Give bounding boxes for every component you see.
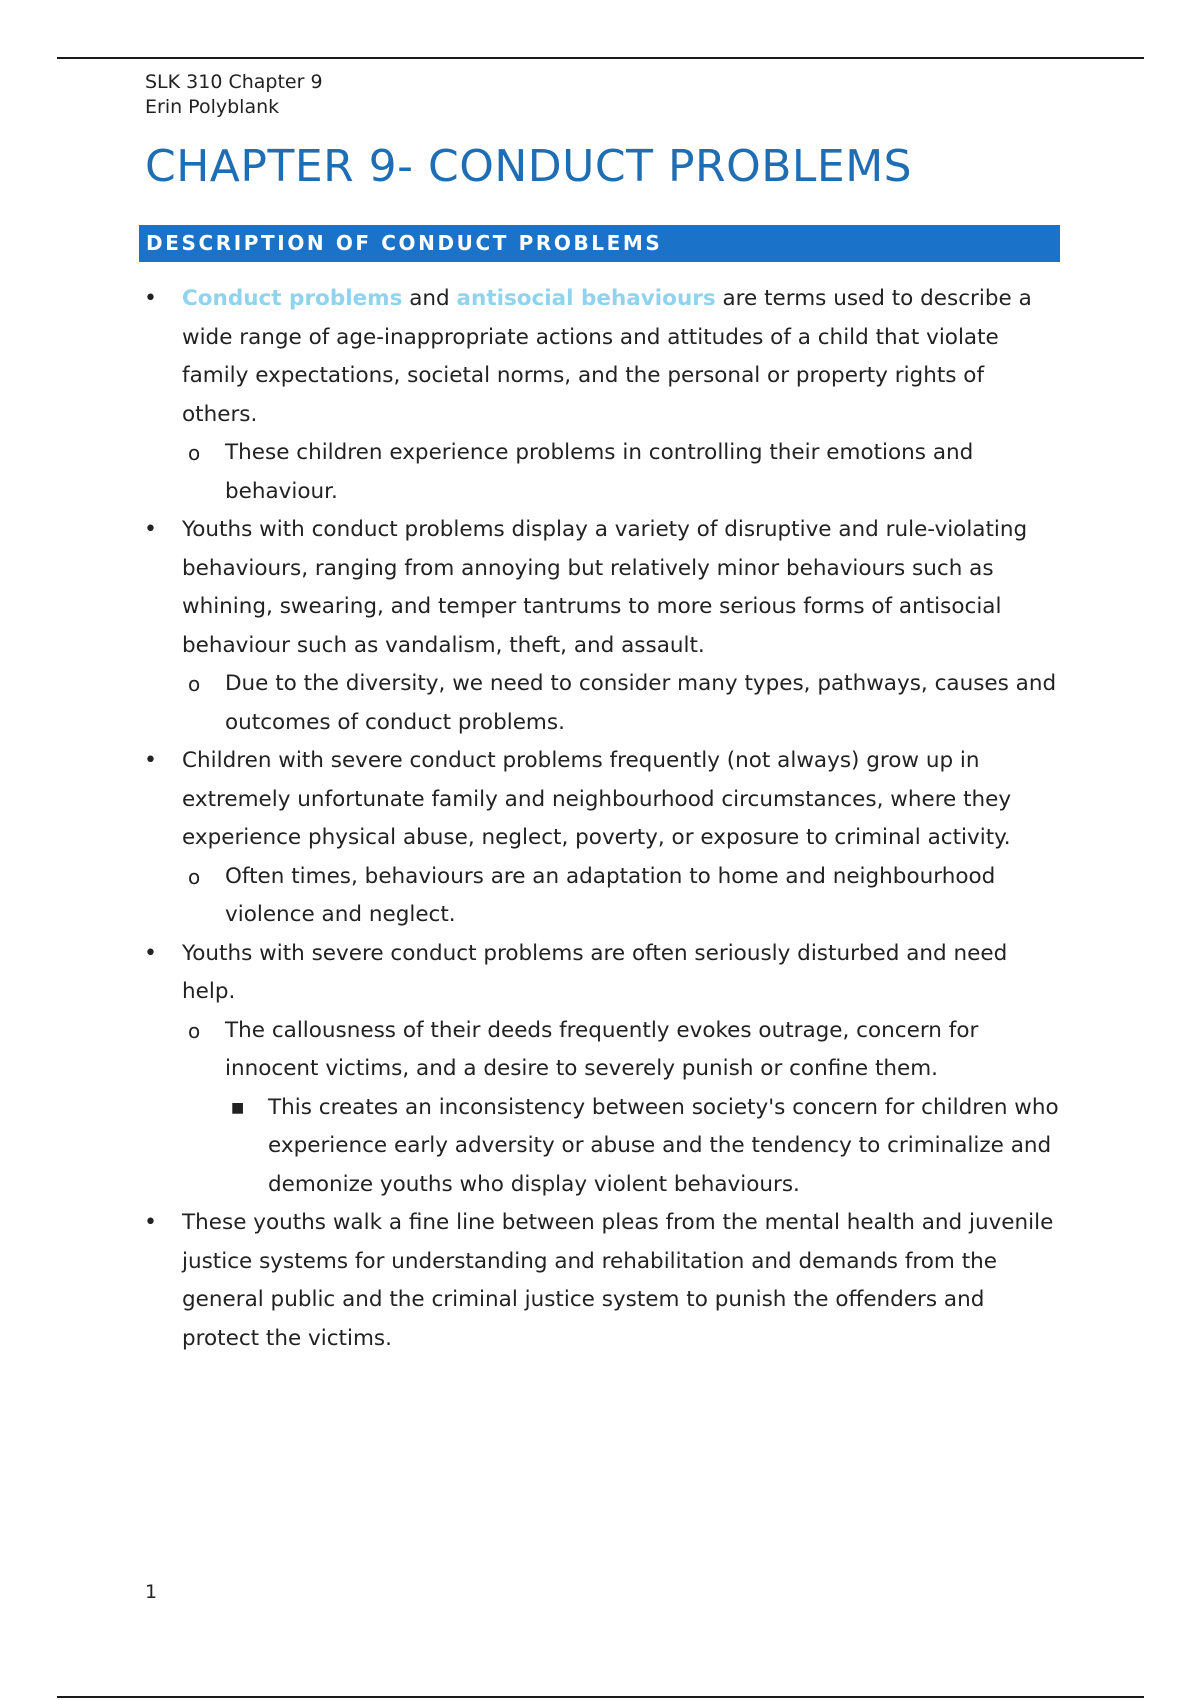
list-item: [0, 511, 1200, 665]
list-item: [0, 1012, 1200, 1089]
bullet-circle-icon: o: [188, 672, 201, 696]
bullet-disc-icon: •: [144, 748, 157, 773]
bullet-disc-icon: •: [144, 1210, 157, 1235]
list-item: [0, 935, 1200, 1012]
bullet-disc-icon: •: [144, 286, 157, 311]
list-item-text: The callousness of their deeds frequently evokes outrage, concern for innocent victims, and a desire to severely punish or confine them.: [225, 1017, 979, 1081]
list-item: [0, 742, 1200, 858]
list-item-text: Children with severe conduct problems frequently (not always) grow up in extremely unfortunate family and neighbourhood circumstances, where they experience physical abuse, neglect, poverty, or exposure to criminal activity.: [182, 748, 1012, 850]
list-item-text: These children experience problems in controlling their emotions and behaviour.: [225, 440, 974, 504]
list-item-text: Often times, behaviours are an adaptation to home and neighbourhood violence and neglect.: [225, 863, 996, 927]
list-item-text: [182, 280, 1062, 434]
bullet-circle-icon: o: [188, 864, 201, 889]
term-conduct-problems: Conduct problems: [182, 286, 403, 311]
list-item: [0, 858, 1200, 935]
top-rule: [57, 57, 1144, 59]
chapter-title: CHAPTER 9- CONDUCT PROBLEMS: [145, 141, 913, 192]
bullet-circle-icon: o: [188, 1018, 201, 1043]
bullet-list: [0, 280, 1200, 1358]
course-label: SLK 310 Chapter 9: [145, 71, 323, 93]
list-item: [0, 434, 1200, 511]
list-item: [0, 1204, 1200, 1358]
page-number: 1: [145, 1581, 158, 1603]
bottom-rule: [57, 1696, 1144, 1698]
list-item-text: These youths walk a fine line between pleas from the mental health and juvenile justice systems for understanding and rehabilitation and demands from the general public and the criminal justice system to punish the offenders and protect the victims.: [182, 1210, 1054, 1351]
bullet-disc-icon: •: [144, 517, 157, 542]
list-item-text: This creates an inconsistency between society's concern for children who experience early adversity or abuse and the tendency to criminalize and demonize youths who display violent behaviours.: [268, 1094, 1059, 1197]
list-item-rest: are terms used to describe a wide range of age-inappropriate actions and attitudes of a child that violate family expectations, societal norms, and the personal or property rights of others.: [182, 286, 1032, 427]
bullet-square-icon: ■: [231, 1099, 245, 1116]
bullet-disc-icon: •: [144, 940, 157, 966]
bullet-circle-icon: o: [188, 441, 201, 465]
join-text: and: [402, 286, 457, 311]
list-item-text: Youths with conduct problems display a variety of disruptive and rule-violating behaviours, ranging from annoying but relatively minor behaviours such as whining, swearing, and temper tantrums to more serious forms of antisocial behaviour such as vandalism, theft, and assault.: [182, 517, 1028, 658]
list-item: [0, 1089, 1200, 1205]
list-item-text: Due to the diversity, we need to consider many types, pathways, causes and outcomes of conduct problems.: [225, 671, 1057, 735]
author-name: Erin Polyblank: [145, 96, 280, 118]
term-antisocial-behaviours: antisocial behaviours: [456, 286, 716, 311]
list-item: [0, 280, 1200, 434]
list-item: [0, 665, 1200, 742]
section-heading: DESCRIPTION OF CONDUCT PROBLEMS: [139, 225, 1060, 262]
list-item-text: Youths with severe conduct problems are often seriously disturbed and need help.: [182, 940, 1008, 1004]
document-header: [145, 70, 323, 120]
